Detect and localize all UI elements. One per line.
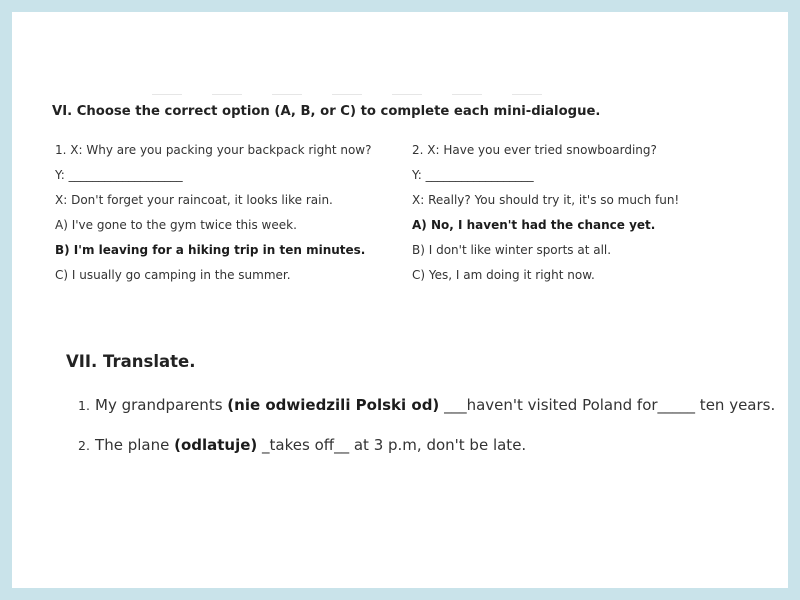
dialogue-2-option-a-selected: A) No, I haven't had the chance yet. — [412, 218, 656, 232]
section-7-title: VII. Translate. — [66, 352, 196, 371]
sentence-end: _takes off__ at 3 p.m, don't be late. — [257, 436, 527, 454]
dialogue-1-option-a: A) I've gone to the gym twice this week. — [55, 218, 297, 232]
dialogue-1-line-3: X: Don't forget your raincoat, it looks like rain. — [55, 193, 333, 207]
dialogue-2-answer-blank: Y: __________________ — [412, 168, 534, 182]
faint-divider — [152, 94, 562, 95]
section-6-title: VI. Choose the correct option (A, B, or C) to complete each mini-dialogue. — [52, 104, 601, 119]
sentence-start: My grandparents — [95, 396, 228, 414]
dialogue-2-option-c: C) Yes, I am doing it right now. — [412, 268, 595, 282]
worksheet-page — [12, 12, 788, 588]
dialogue-2 — [412, 138, 772, 288]
translation-item-2 — [78, 435, 526, 454]
dialogue-2-line-1: 2. X: Have you ever tried snowboarding? — [412, 143, 657, 157]
dialogue-2-line-3: X: Really? You should try it, it's so much fun! — [412, 193, 680, 207]
polish-phrase: (odlatuje) — [174, 436, 258, 454]
dialogue-1-line-1: 1. X: Why are you packing your backpack right now? — [55, 143, 372, 157]
translation-item-1 — [78, 395, 775, 414]
item-number: 1. — [78, 398, 90, 413]
item-number: 2. — [78, 438, 90, 453]
sentence-start: The plane — [95, 436, 175, 454]
dialogue-1-option-b-selected: B) I'm leaving for a hiking trip in ten minutes. — [55, 243, 366, 257]
polish-phrase: (nie odwiedzili Polski od) — [227, 396, 440, 414]
dialogue-1 — [55, 138, 405, 288]
dialogue-1-answer-blank: Y: ___________________ — [55, 168, 183, 182]
dialogue-1-option-c: C) I usually go camping in the summer. — [55, 268, 291, 282]
sentence-end: ___haven't visited Poland for_____ ten years. — [439, 396, 776, 414]
dialogue-2-option-b: B) I don't like winter sports at all. — [412, 243, 612, 257]
